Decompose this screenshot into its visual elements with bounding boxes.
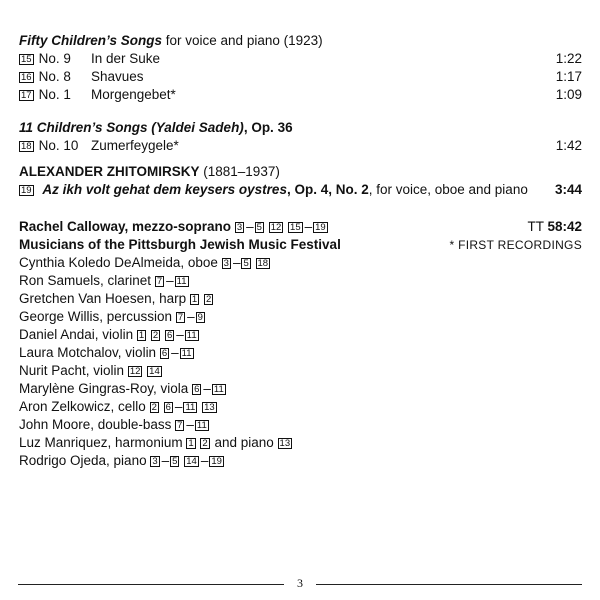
track-number-box: 19 [315,222,326,233]
song-number: No. 8 [38,69,71,84]
song-title: Az ikh volt gehat dem keysers oystres [42,182,287,197]
track-row [19,86,582,104]
track-number-box: 14 [186,456,197,467]
track-number-box: 11 [176,276,187,287]
song-title: In der Suke [91,51,161,66]
track-number-box: 6 [194,384,200,395]
track-number-box: 12 [129,366,141,377]
performer-name: George Willis, percussion [19,309,173,324]
performer-row [19,362,582,380]
performer-name: Rodrigo Ojeda, piano [19,453,147,468]
track-duration: 1:42 [555,138,582,153]
soloist-name: Rachel Calloway, mezzo-soprano [19,219,232,234]
track-number-box: 11 [213,384,224,395]
work-heading-11-childrens-songs [19,119,582,137]
track-duration: 1:22 [555,51,582,66]
track-number-box: 18 [257,258,269,269]
song-number: No. 10 [38,138,79,153]
track-number-box: 6 [161,348,168,359]
song-title: Morgengebet* [91,87,176,102]
performer-row: John Moore, double-bass 7 – 11 [19,417,207,432]
composer-name: ALEXANDER ZHITOMIRSKY [19,164,200,179]
song-title: Shavues [91,69,144,84]
track-duration: 1:17 [555,69,582,84]
performer-row: Laura Motchalov, violin 6 – 11 [19,345,192,360]
track-number-box: 2 [205,294,212,305]
work-title: 11 Children’s Songs (Yaldei Sadeh) [19,120,244,135]
performer-row [19,434,582,452]
track-number-box: 12 [270,222,282,233]
track-number-box: 15 [21,54,32,65]
performer-name: Gretchen Van Hoesen, harp [19,291,187,306]
composer-dates: (1881–1937) [199,164,280,179]
first-recordings-note: * FIRST RECORDINGS [449,238,582,252]
track-duration: 3:44 [554,182,582,197]
track-number-box: 5 [256,222,262,233]
track-row [19,50,582,68]
track-number-box: 1 [191,294,198,305]
track-duration: 1:09 [555,87,582,102]
song-title: Zumerfeygele* [91,138,179,153]
performer-row: George Willis, percussion 7 – 9 [19,309,203,324]
work-opus: , Op. 36 [243,120,293,135]
performer-extra-role: and piano [214,435,274,450]
work-title: Fifty Children’s Songs [19,33,163,48]
track-number-box: 16 [21,72,32,83]
performer-name: Nurit Pacht, violin [19,363,125,378]
track-number-box: 6 [165,402,171,413]
song-number: No. 9 [38,51,71,66]
track-number-box: 19 [211,456,222,467]
performer-row [19,290,582,308]
track-list: 3 – 5 12 15 – 19 [236,219,326,234]
track-number-box: 14 [149,366,160,377]
work-heading-fifty-childrens-songs [19,32,582,50]
track-row [19,137,582,155]
track-number-box: 6 [166,330,173,341]
performer-row: Aron Zelkowicz, cello 2 6 – 11 13 [19,399,215,414]
performer-row: Cynthia Koledo DeAlmeida, oboe 3 – 5 18 [19,255,269,270]
track-number-box: 3 [236,222,243,233]
track-number-box: 19 [21,185,32,196]
track-number-box: 15 [290,222,301,233]
track-number-box: 2 [151,402,157,413]
track-number-box: 5 [172,456,178,467]
scoring: , for voice, oboe and piano [368,182,528,197]
performer-name: Cynthia Koledo DeAlmeida, oboe [19,255,218,270]
track-number-box: 3 [152,456,158,467]
track-number-box: 2 [202,438,208,449]
song-number: No. 1 [38,87,71,102]
performer-row: Daniel Andai, violin 1 2 6 – 11 [19,327,197,342]
track-number-box: 9 [197,312,203,323]
performer-name: Laura Motchalov, violin [19,345,157,360]
track-number-box: 7 [156,276,163,287]
track-number-box: 11 [181,348,192,359]
performer-row: Rodrigo Ojeda, piano 3 – 5 14 – 19 [19,453,222,468]
performer-name: Aron Zelkowicz, cello [19,399,146,414]
track-number-box: 7 [177,420,183,431]
track-number-box: 1 [138,330,145,341]
track-number-box: 18 [21,141,32,152]
track-row [19,68,582,86]
footer-rule-right [316,584,582,585]
track-number-box: 1 [188,438,194,449]
track-number-box: 11 [186,330,197,341]
track-number-box: 13 [204,402,215,413]
performer-name: Marylène Gingras-Roy, viola [19,381,189,396]
performer-row: Ron Samuels, clarinet 7 – 11 [19,273,187,288]
work-opus: , Op. 4, No. 2 [286,182,369,197]
total-time-label: TT [527,219,544,234]
performer-name: Daniel Andai, violin [19,327,134,342]
ensemble-name: Musicians of the Pittsburgh Jewish Music Festival [19,237,341,252]
total-time-value: 58:42 [547,219,582,234]
composer-heading [19,163,582,181]
soloist-row [19,218,582,236]
track-number-box: 17 [21,90,32,101]
performer-name: Luz Manriquez, harmonium [19,435,183,450]
track-number-box: 2 [152,330,159,341]
performer-name: John Moore, double-bass [19,417,172,432]
work-subtitle: for voice and piano (1923) [162,33,323,48]
track-number-box: 7 [177,312,184,323]
total-time [527,218,582,236]
track-row [19,181,582,199]
performer-name: Ron Samuels, clarinet [19,273,152,288]
track-number-box: 3 [223,258,229,269]
track-number-box: 11 [185,402,196,413]
track-number-box: 13 [279,438,291,449]
performer-row: Marylène Gingras-Roy, viola 6 – 11 [19,381,224,396]
track-number-box: 11 [196,420,207,431]
page-number: 3 [297,576,303,590]
ensemble-row [19,236,582,254]
track-number-box: 5 [243,258,249,269]
